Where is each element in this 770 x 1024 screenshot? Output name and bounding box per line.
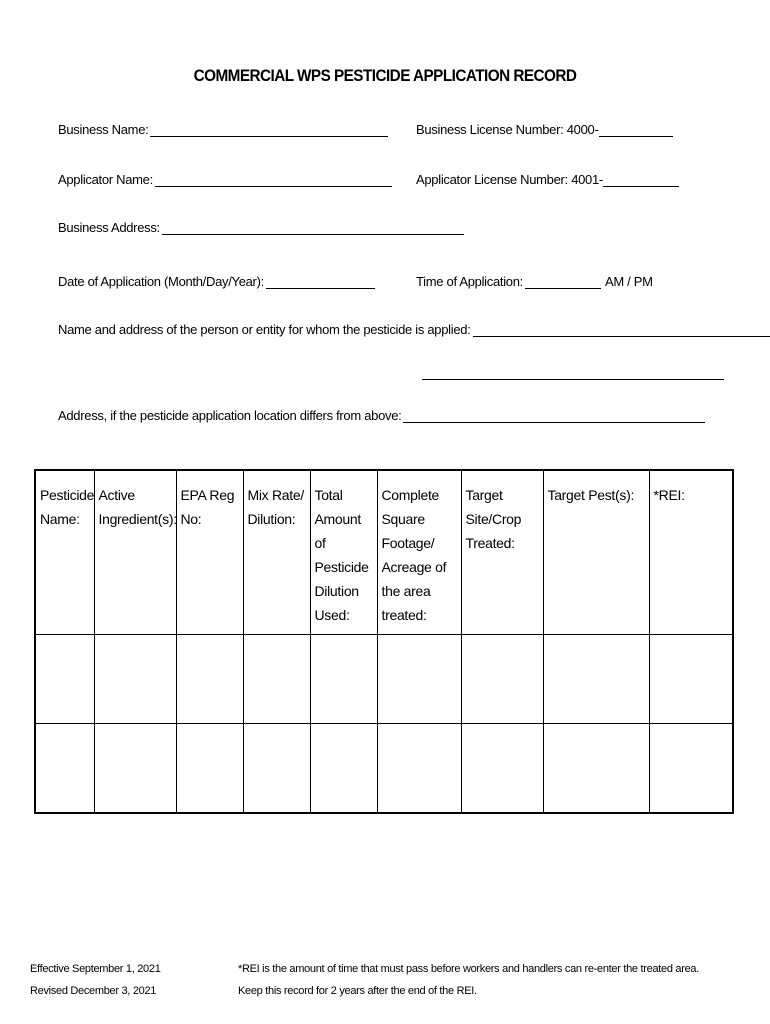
table-cell[interactable] xyxy=(649,635,733,724)
alt-address-label: Address, if the pesticide application location differs from above: xyxy=(58,408,402,423)
header-mix-rate: Mix Rate/ Dilution: xyxy=(243,470,310,635)
application-table xyxy=(34,469,734,814)
alt-address-field xyxy=(58,408,705,423)
person-entity-label: Name and address of the person or entity for whom the pesticide is applied: xyxy=(58,322,471,337)
person-entity-input-line[interactable] xyxy=(473,322,770,337)
table-cell[interactable] xyxy=(243,635,310,724)
alt-address-input-line[interactable] xyxy=(403,408,705,423)
table-cell[interactable] xyxy=(310,635,377,724)
applicator-license-input-line[interactable] xyxy=(603,172,679,187)
rei-note: *REI is the amount of time that must pass before workers and handlers can re-enter the treated area. xyxy=(238,963,699,975)
applicator-name-input-line[interactable] xyxy=(155,172,392,187)
time-of-application-label: Time of Application: xyxy=(416,274,523,289)
applicator-license-field xyxy=(416,172,679,187)
date-of-application-field xyxy=(58,274,375,289)
page-title: COMMERCIAL WPS PESTICIDE APPLICATION RECORD xyxy=(193,66,577,85)
applicator-license-label: Applicator License Number: 4001- xyxy=(416,172,603,187)
table-cell[interactable] xyxy=(461,724,543,814)
table-cell[interactable] xyxy=(649,724,733,814)
footer-notes xyxy=(238,958,699,1002)
business-address-field xyxy=(58,220,464,235)
time-of-application-input-line[interactable] xyxy=(525,274,601,289)
header-square-footage: Complete Square Footage/ Acreage of the area treated: xyxy=(377,470,461,635)
header-target-pests: Target Pest(s): xyxy=(543,470,649,635)
keep-record-note: Keep this record for 2 years after the end of the REI. xyxy=(238,985,477,997)
revised-date: Revised December 3, 2021 xyxy=(30,985,157,997)
header-epa-reg-no: EPA Reg No: xyxy=(176,470,243,635)
footer-dates xyxy=(30,958,161,1002)
table-cell[interactable] xyxy=(35,724,94,814)
person-entity-field xyxy=(58,322,770,337)
header-pesticide-name: Pesticide Name: xyxy=(35,470,94,635)
table-header-row xyxy=(35,470,733,635)
business-license-input-line[interactable] xyxy=(599,122,673,137)
business-license-field xyxy=(416,122,673,137)
header-target-site: Target Site/Crop Treated: xyxy=(461,470,543,635)
table-cell[interactable] xyxy=(176,724,243,814)
table-row xyxy=(35,724,733,814)
table-cell[interactable] xyxy=(377,724,461,814)
table-cell[interactable] xyxy=(35,635,94,724)
person-entity-input-line-2[interactable] xyxy=(422,379,724,380)
business-address-label: Business Address: xyxy=(58,220,160,235)
business-address-input-line[interactable] xyxy=(162,220,464,235)
table-cell[interactable] xyxy=(543,635,649,724)
table-cell[interactable] xyxy=(377,635,461,724)
business-name-field xyxy=(58,122,388,137)
table-cell[interactable] xyxy=(176,635,243,724)
date-of-application-input-line[interactable] xyxy=(266,274,375,289)
table-cell[interactable] xyxy=(243,724,310,814)
am-pm-label: AM / PM xyxy=(604,274,653,289)
business-name-input-line[interactable] xyxy=(150,122,388,137)
header-active-ingredients: Active Ingredient(s): xyxy=(94,470,176,635)
table-cell[interactable] xyxy=(94,724,176,814)
table-cell[interactable] xyxy=(310,724,377,814)
header-rei: *REI: xyxy=(649,470,733,635)
table-cell[interactable] xyxy=(543,724,649,814)
table-cell[interactable] xyxy=(94,635,176,724)
time-of-application-field xyxy=(416,274,653,289)
applicator-name-label: Applicator Name: xyxy=(58,172,153,187)
date-of-application-label: Date of Application (Month/Day/Year): xyxy=(58,274,264,289)
table-row xyxy=(35,635,733,724)
table-cell[interactable] xyxy=(461,635,543,724)
applicator-name-field xyxy=(58,172,392,187)
business-name-label: Business Name: xyxy=(58,122,149,137)
header-total-amount: Total Amount of Pesticide Dilution Used: xyxy=(310,470,377,635)
business-license-label: Business License Number: 4000- xyxy=(416,122,599,137)
effective-date: Effective September 1, 2021 xyxy=(30,963,161,975)
